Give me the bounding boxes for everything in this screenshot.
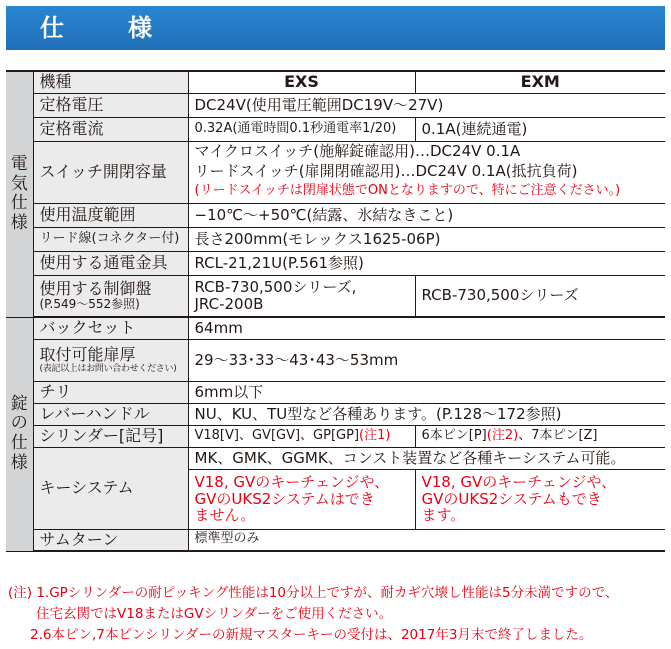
door-thickness-label-main: 取付可能扉厚 [39, 345, 136, 364]
rated-voltage-value: DC24V(使用電圧範囲DC19V〜27V) [188, 93, 665, 117]
controller-label-note: (P.549〜552参照) [39, 296, 140, 311]
cylinder-exm-note: (注2) [486, 427, 519, 443]
row-lever [6, 403, 665, 425]
footnote-line3: 2.6本ピン,7本ピンシリンダーの新規マスターキーの受付は、2017年3月末で終了しました。 [30, 627, 593, 643]
footnote-line2: 住宅玄関ではV18またはGVシリンダーをご使用ください。 [36, 606, 393, 622]
cylinder-label: シリンダー[記号] [33, 425, 188, 447]
row-rated-current [6, 117, 665, 141]
cylinder-exm [415, 425, 665, 447]
rated-current-exs: 0.32A(通電時間0.1秒通電率1/20) [188, 117, 415, 141]
backset-value: 64mm [188, 317, 665, 339]
page-title: 仕 様 [40, 14, 172, 42]
row-chiri [6, 381, 665, 403]
row-rated-voltage [6, 93, 665, 117]
rated-voltage-label: 定格電圧 [33, 93, 188, 117]
section-lock: 錠の仕様 [6, 317, 33, 551]
controller-label [33, 275, 188, 317]
controller-label-main: 使用する制御盤 [39, 279, 152, 299]
switch-note: (リードスイッチは閉扉状態でONとなりますので、特にご注意ください。) [188, 181, 665, 203]
key-system-exm [415, 469, 665, 529]
lead-wire-label: リード線(コネクター付) [33, 227, 188, 251]
key-system-exm-line3: ます。 [421, 506, 466, 525]
thumb-turn-value: 標準型のみ [188, 529, 665, 551]
row-temp-range [6, 203, 665, 227]
spec-table [6, 70, 665, 552]
key-system-exm-line1: V18, GVのキーチェンジや、 [421, 472, 617, 491]
header-exs: EXS [188, 71, 415, 93]
row-lead-wire [6, 227, 665, 251]
key-system-exs-line3: ません。 [194, 506, 256, 525]
key-system-exs-line2: GVのUKS2システムはでき [194, 489, 375, 508]
metal-label: 使用する通電金具 [33, 251, 188, 275]
switch-micro: マイクロスイッチ(施解錠確認用)…DC24V 0.1A [188, 141, 665, 161]
lead-wire-value: 長さ200mm(モレックス1625-06P) [188, 227, 665, 251]
row-switch-capacity [6, 141, 665, 161]
chiri-label: チリ [33, 381, 188, 403]
section-electric: 電気仕様 [6, 71, 33, 317]
temp-range-label: 使用温度範囲 [33, 203, 188, 227]
rated-current-label: 定格電流 [33, 117, 188, 141]
cylinder-exm-b: 、7本ピン[Z] [518, 427, 598, 443]
controller-exs [188, 275, 415, 317]
door-thickness-value: 29〜33･33〜43･43〜53mm [188, 339, 665, 381]
door-thickness-label [33, 339, 188, 381]
door-thickness-label-note: (表記以上はお問い合わせください) [39, 363, 177, 374]
key-system-exs [188, 469, 415, 529]
footnotes [8, 583, 663, 646]
key-system-label: キーシステム [33, 447, 188, 529]
header-exm: EXM [415, 71, 665, 93]
row-controller [6, 275, 665, 317]
temp-range-value: −10℃〜+50℃(結露、氷結なきこと) [188, 203, 665, 227]
rated-current-exm: 0.1A(連続通電) [415, 117, 665, 141]
row-cylinder [6, 425, 665, 447]
row-key-system [6, 447, 665, 469]
header-label: 機種 [33, 71, 188, 93]
key-system-exm-line2: GVのUKS2システムもでき [421, 489, 602, 508]
row-thumb-turn [6, 529, 665, 551]
cylinder-exs-text: V18[V]、GV[GV]、GP[GP] [194, 427, 360, 443]
row-metal [6, 251, 665, 275]
lever-value: NU、KU、TU型など各種あります。(P.128〜172参照) [188, 403, 665, 425]
lever-label: レバーハンドル [33, 403, 188, 425]
footnote-line1: (注) 1.GPシリンダーの耐ピッキング性能は10分以上ですが、耐カギ穴壊し性能は5分未満ですので、 [8, 585, 619, 601]
cylinder-exs-note: (注1) [359, 427, 391, 443]
controller-exm: RCB-730,500シリーズ [415, 275, 665, 317]
row-door-thickness [6, 339, 665, 381]
thumb-turn-label: サムターン [33, 529, 188, 551]
switch-capacity-label: スイッチ開閉容量 [33, 141, 188, 203]
title-bar [6, 6, 665, 50]
chiri-value: 6mm以下 [188, 381, 665, 403]
key-system-common: MK、GMK、GGMK、コンスト装置など各種キーシステム可能。 [188, 447, 665, 469]
metal-value: RCL-21,21U(P.561参照) [188, 251, 665, 275]
cylinder-exs [188, 425, 415, 447]
header-row [6, 71, 665, 93]
controller-exs-line2: JRC-200B [194, 294, 264, 313]
controller-exs-line1: RCB-730,500シリーズ, [194, 277, 357, 296]
cylinder-exm-a: 6本ピン[P] [421, 427, 487, 443]
row-backset [6, 317, 665, 339]
backset-label: バックセット [33, 317, 188, 339]
switch-reed: リードスイッチ(扉開閉確認用)…DC24V 0.1A(抵抗負荷) [188, 161, 665, 181]
key-system-exs-line1: V18, GVのキーチェンジや、 [194, 472, 390, 491]
